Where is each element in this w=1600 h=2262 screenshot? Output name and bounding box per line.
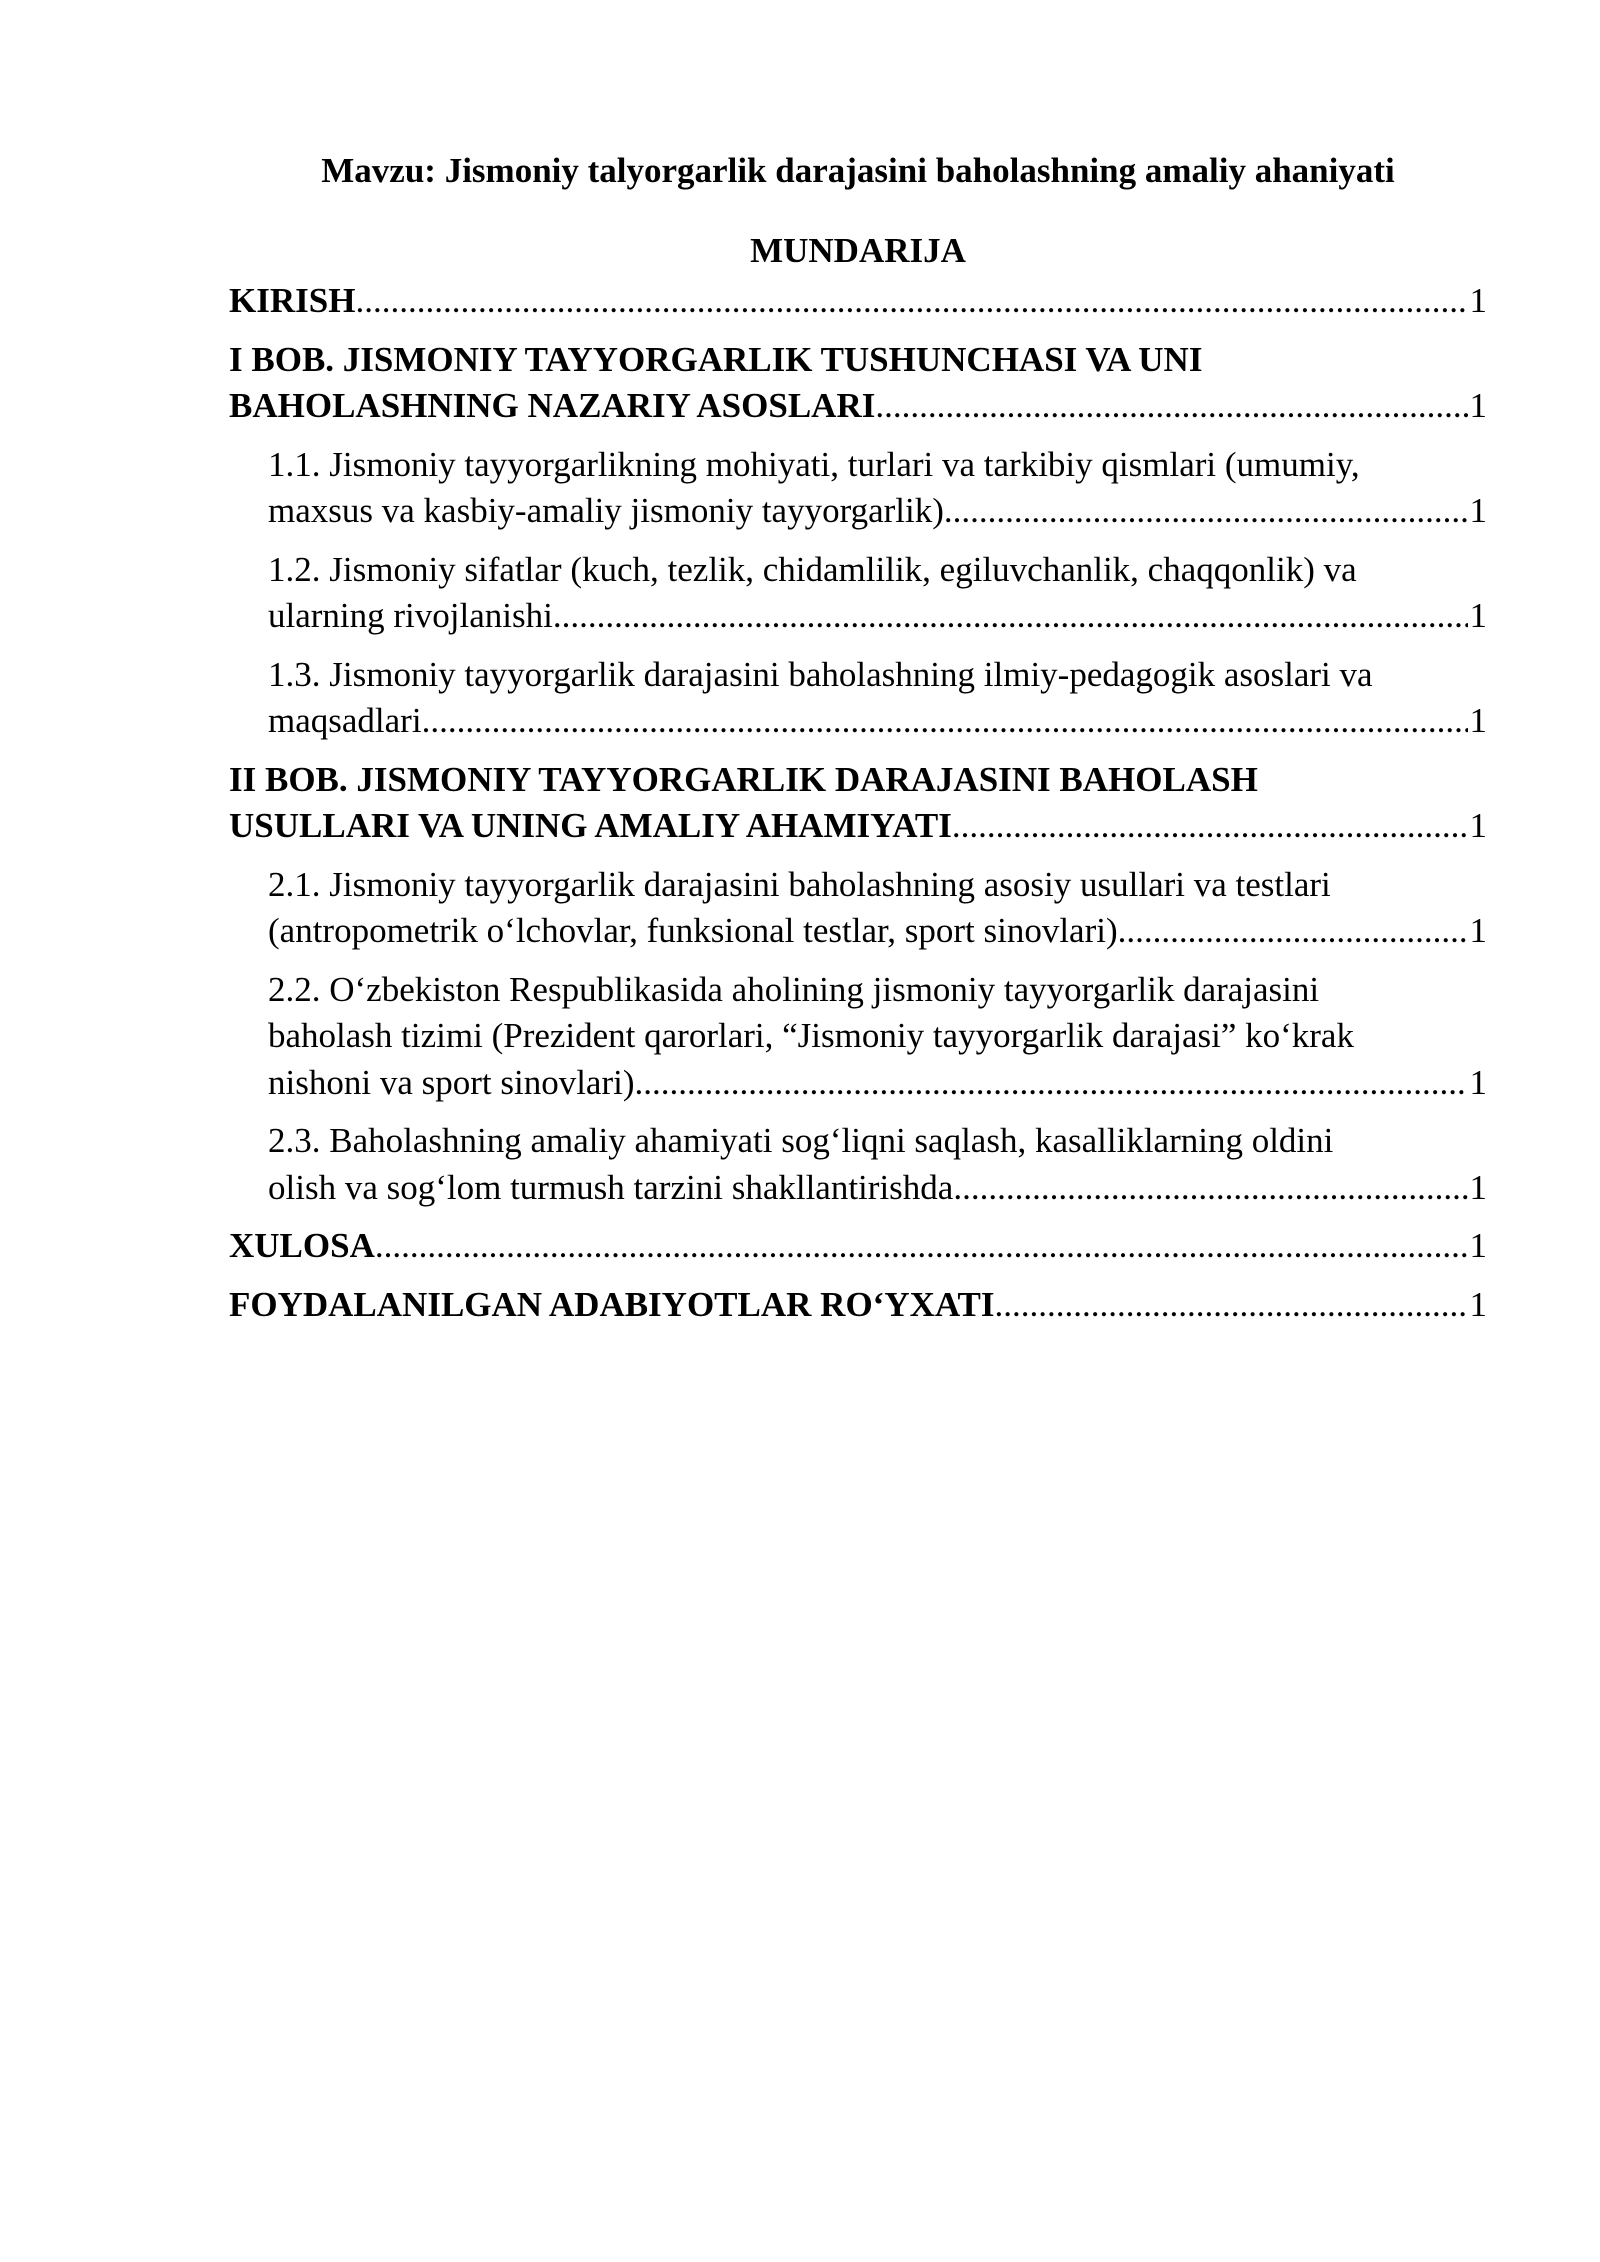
toc-entry-xulosa[interactable] — [229, 1223, 1487, 1270]
toc-entry-line: 1.2. Jismoniy sifatlar (kuch, tezlik, chidamlilik, egiluvchanlik, chaqqonlik) va — [268, 549, 1357, 589]
document-page — [229, 148, 1487, 1328]
dot-leader — [952, 803, 1468, 850]
toc-entry-last-line — [229, 1282, 1487, 1329]
toc-entry-text: XULOSA — [229, 1226, 375, 1265]
toc-page-number: 1 — [1469, 1062, 1487, 1102]
dot-leader — [375, 1223, 1468, 1270]
toc-page-number: 1 — [1469, 386, 1487, 425]
toc-page-number: 1 — [1469, 1167, 1487, 1207]
toc-entry-line: 2.3. Baholashning amaliy ahamiyati sog‘liqni saqlash, kasalliklarning oldini — [268, 1121, 1334, 1160]
toc-entry-chapter-1[interactable] — [229, 337, 1487, 430]
toc-entry-line: baholash tizimi (Prezident qarorlari, “Jismoniy tayyorgarlik darajasi” ko‘krak — [268, 1016, 1354, 1055]
toc-page-number: 1 — [1469, 911, 1487, 950]
toc-page-number: 1 — [1469, 491, 1487, 530]
toc-entry-last-line — [268, 593, 1487, 640]
toc-entry-last-line — [268, 908, 1487, 955]
toc-entry-text: maqsadlari — [268, 701, 422, 740]
toc-entry-line: 1.1. Jismoniy tayyorgarlikning mohiyati, turlari va tarkibiy qismlari (umumiy, — [268, 444, 1360, 484]
toc-page-number: 1 — [1469, 1226, 1487, 1265]
toc-entry-line: II BOB. JISMONIY TAYYORGARLIK DARAJASINI BAHOLASH — [229, 759, 1258, 799]
toc-heading: MUNDARIJA — [750, 231, 966, 270]
toc-page-number: 1 — [1469, 1284, 1487, 1324]
toc-entry-text: nishoni va sport sinovlari) — [268, 1062, 635, 1102]
toc-entry-section-1-3[interactable] — [229, 652, 1487, 745]
toc-entry-last-line — [268, 698, 1487, 745]
toc-entry-kirish[interactable] — [229, 278, 1487, 325]
toc-page-number: 1 — [1469, 701, 1487, 740]
toc-entry-text: USULLARI VA UNING AMALIY AHAMIYATI — [229, 806, 952, 845]
toc-entry-last-line — [268, 1165, 1487, 1212]
dot-leader — [953, 1165, 1467, 1212]
toc-entry-text: olish va sog‘lom turmush tarzini shakllantirishda — [268, 1167, 954, 1207]
toc-page-number: 1 — [1469, 596, 1487, 635]
toc-entry-last-line — [268, 488, 1487, 535]
toc-entry-chapter-2[interactable] — [229, 757, 1487, 850]
toc-entry-section-1-2[interactable] — [229, 547, 1487, 640]
toc-entry-references[interactable] — [229, 1282, 1487, 1329]
toc-entry-text: (antropometrik o‘lchovlar, funksional testlar, sport sinovlari) — [268, 911, 1118, 950]
toc-entry-section-2-2[interactable] — [229, 967, 1487, 1107]
toc-entry-last-line — [229, 1223, 1487, 1270]
toc-entry-line: 1.3. Jismoniy tayyorgarlik darajasini baholashning ilmiy-pedagogik asoslari va — [268, 654, 1373, 694]
toc-entry-last-line — [229, 278, 1487, 325]
toc-entry-last-line — [268, 1060, 1487, 1107]
dot-leader — [553, 593, 1468, 640]
dot-leader — [944, 488, 1468, 535]
dot-leader — [422, 698, 1468, 745]
document-title: Mavzu: Jismoniy talyorgarlik darajasini baholashning amaliy ahaniyati — [321, 151, 1395, 190]
toc-entry-text: ularning rivojlanishi — [268, 596, 553, 635]
dot-leader — [355, 278, 1467, 325]
toc-entry-text: KIRISH — [229, 281, 356, 320]
dot-leader — [1118, 908, 1468, 955]
toc-entry-section-1-1[interactable] — [229, 442, 1487, 535]
toc-entry-section-2-3[interactable] — [229, 1118, 1487, 1211]
toc-entry-line: 2.2. O‘zbekiston Respublikasida aholining jismoniy tayyorgarlik darajasini — [268, 969, 1320, 1009]
toc-entry-text: FOYDALANILGAN ADABIYOTLAR RO‘YXATI — [229, 1284, 995, 1324]
dot-leader — [635, 1060, 1468, 1107]
dot-leader — [995, 1282, 1468, 1329]
toc-page-number: 1 — [1469, 281, 1487, 320]
toc-entry-last-line — [229, 383, 1487, 430]
toc-entry-line: I BOB. JISMONIY TAYYORGARLIK TUSHUNCHASI VA UNI — [229, 339, 1203, 379]
toc-entry-line: 2.1. Jismoniy tayyorgarlik darajasini baholashning asosiy usullari va testlari — [268, 864, 1331, 904]
toc-entry-section-2-1[interactable] — [229, 862, 1487, 955]
toc-entry-text: maxsus va kasbiy-amaliy jismoniy tayyorgarlik) — [268, 491, 944, 530]
toc-entry-last-line — [229, 803, 1487, 850]
toc-page-number: 1 — [1469, 806, 1487, 845]
dot-leader — [875, 383, 1467, 430]
toc-entry-text: BAHOLASHNING NAZARIY ASOSLARI — [229, 386, 876, 425]
